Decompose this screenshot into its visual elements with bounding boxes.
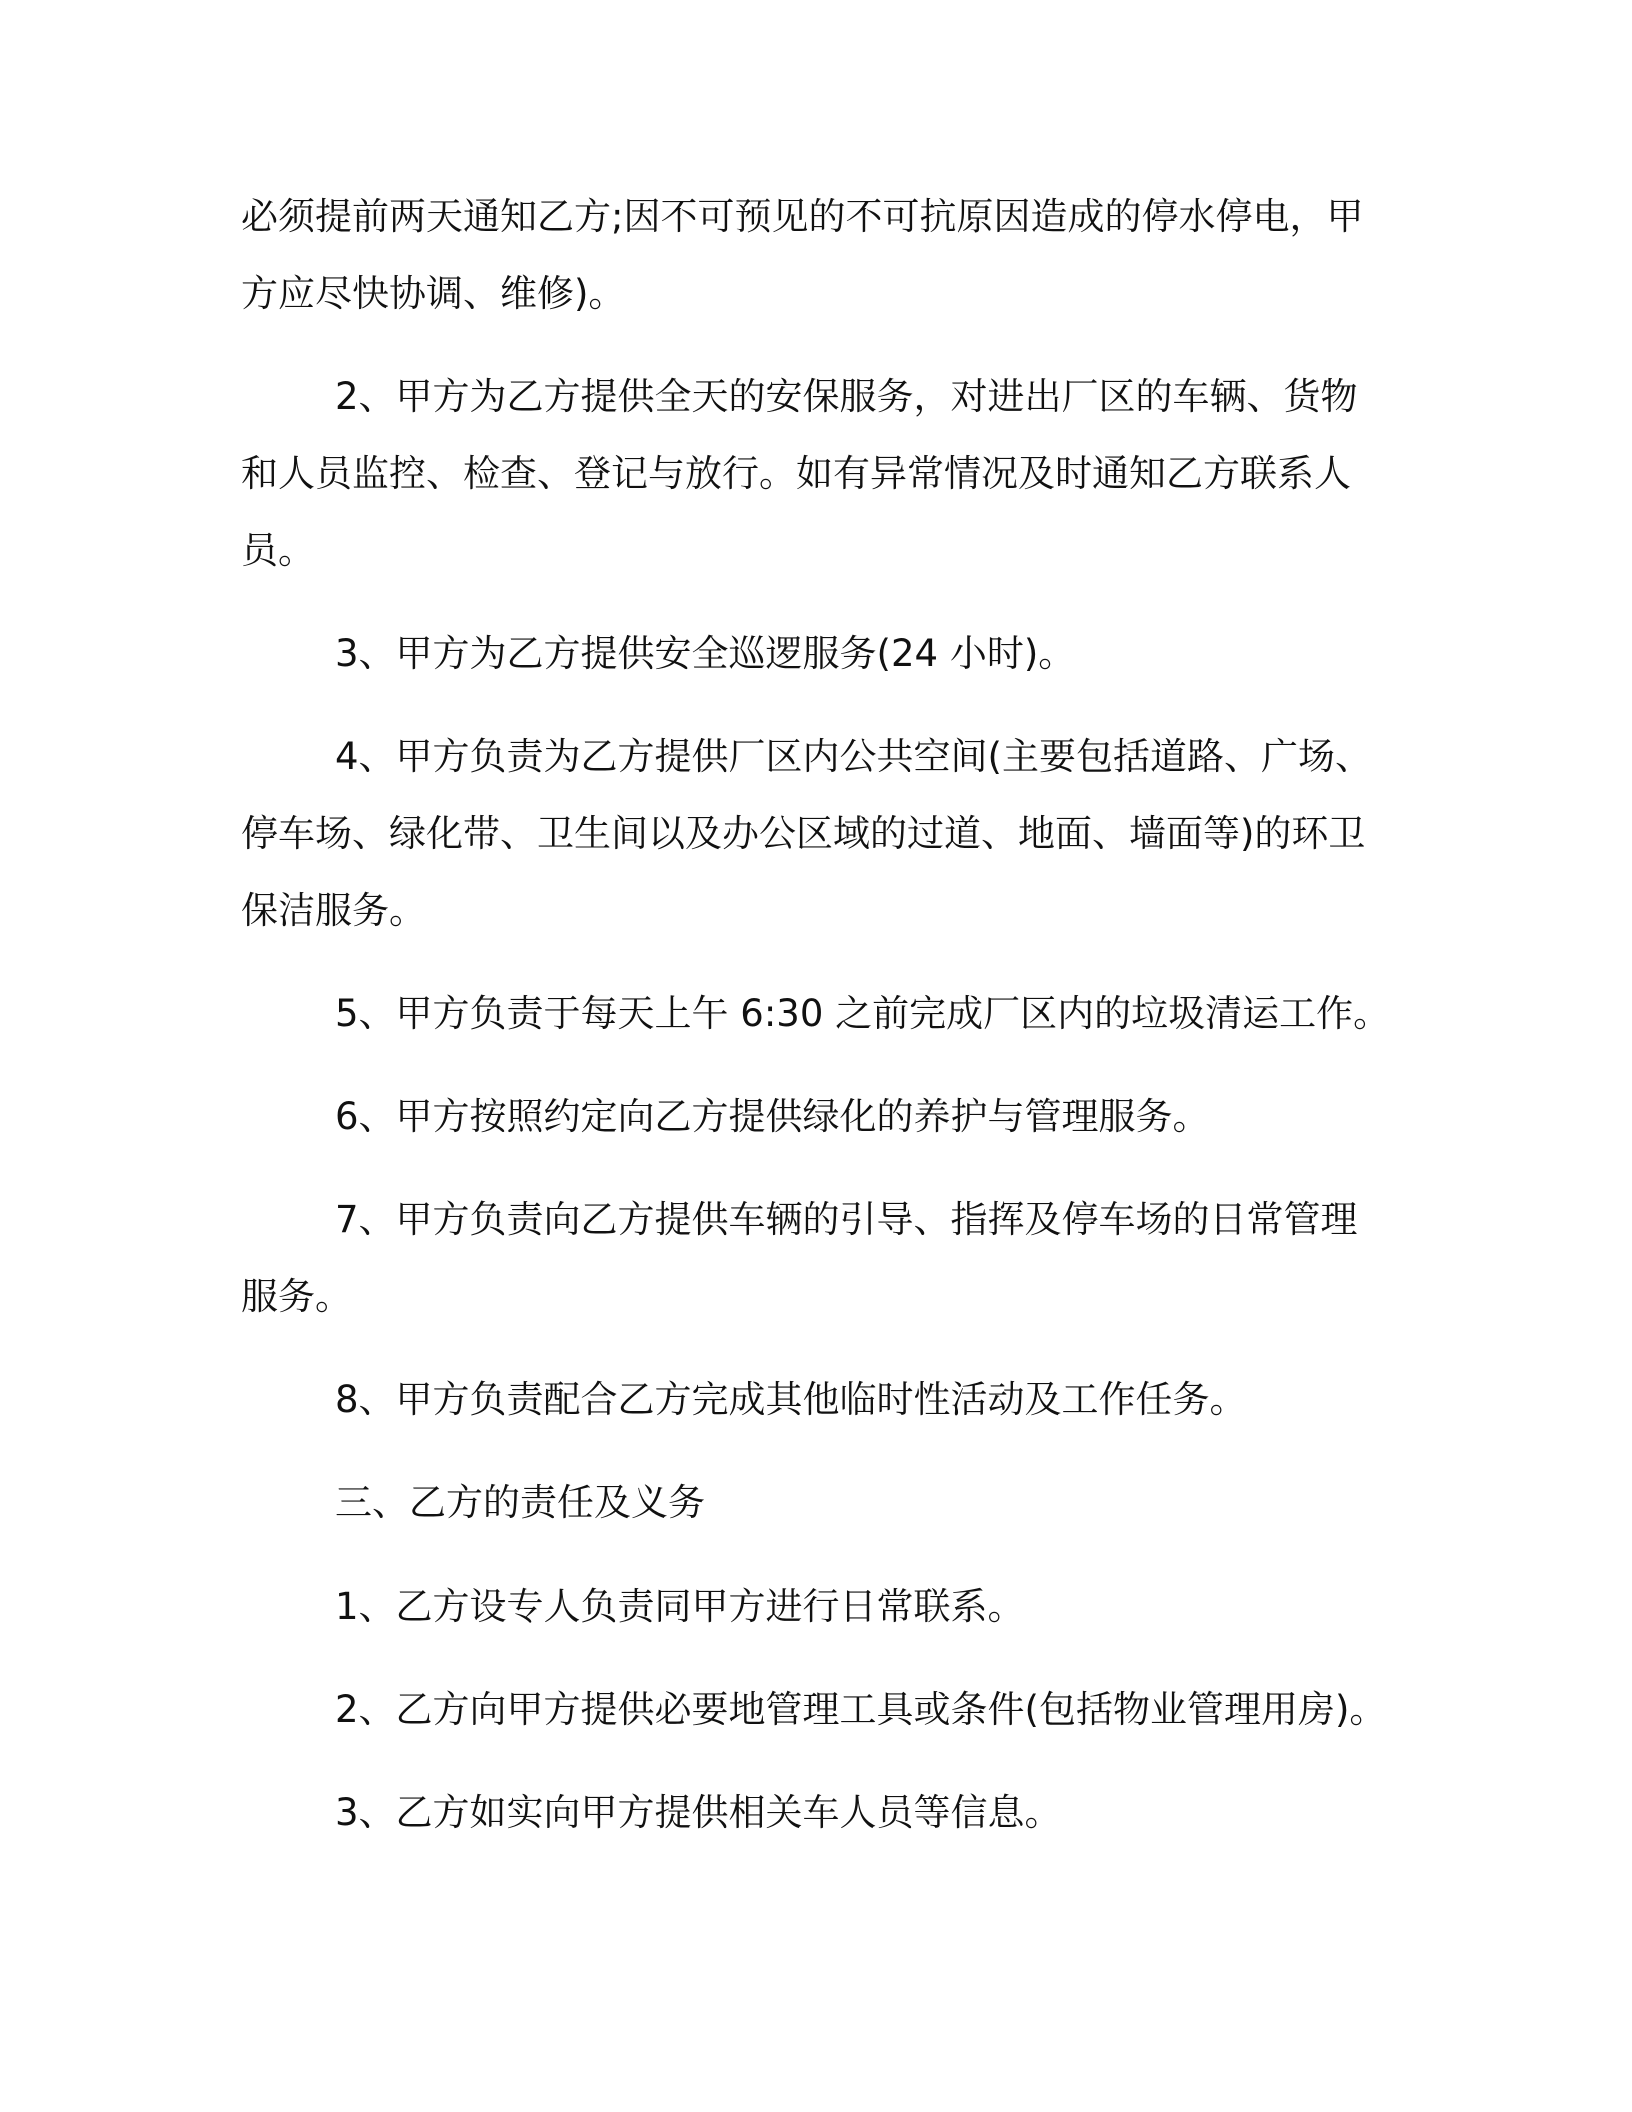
text-line: 方应尽快协调、维修)。 xyxy=(241,272,626,315)
text-line: 6、甲方按照约定向乙方提供绿化的养护与管理服务。 xyxy=(335,1095,1210,1138)
text-line: 4、甲方负责为乙方提供厂区内公共空间(主要包括道路、广场、 xyxy=(335,735,1372,778)
text-line: 5、甲方负责于每天上午 6:30 之前完成厂区内的垃圾清运工作。 xyxy=(335,992,1391,1035)
text-line: 2、乙方向甲方提供必要地管理工具或条件(包括物业管理用房)。 xyxy=(335,1688,1387,1731)
paragraph-item-2 xyxy=(241,358,1391,589)
text-line: 3、甲方为乙方提供安全巡逻服务(24 小时)。 xyxy=(335,632,1076,675)
paragraph-item-6 xyxy=(241,1078,1391,1155)
text-line: 3、乙方如实向甲方提供相关车人员等信息。 xyxy=(335,1791,1062,1834)
paragraph-item-5 xyxy=(241,975,1391,1052)
section-heading xyxy=(241,1464,1391,1541)
text-line: 和人员监控、检查、登记与放行。如有异常情况及时通知乙方联系人 xyxy=(241,452,1351,495)
paragraph-item-3 xyxy=(241,615,1391,692)
text-line: 2、甲方为乙方提供全天的安保服务，对进出厂区的车辆、货物 xyxy=(335,375,1358,418)
text-line: 保洁服务。 xyxy=(241,889,426,932)
paragraph-item-8 xyxy=(241,1361,1391,1438)
paragraph-item-4 xyxy=(241,718,1391,949)
text-line: 7、甲方负责向乙方提供车辆的引导、指挥及停车场的日常管理 xyxy=(335,1198,1358,1241)
text-line: 必须提前两天通知乙方;因不可预见的不可抗原因造成的停水停电，甲 xyxy=(241,195,1364,238)
paragraph-party-b-1 xyxy=(241,1568,1391,1645)
text-line: 员。 xyxy=(241,529,315,572)
text-line: 服务。 xyxy=(241,1275,352,1318)
paragraph-item-7 xyxy=(241,1181,1391,1335)
section-heading-text: 三、乙方的责任及义务 xyxy=(335,1481,705,1524)
paragraph-party-b-3 xyxy=(241,1774,1391,1851)
paragraph-continuation xyxy=(241,178,1391,332)
text-line: 停车场、绿化带、卫生间以及办公区域的过道、地面、墙面等)的环卫 xyxy=(241,812,1366,855)
paragraph-party-b-2 xyxy=(241,1671,1391,1748)
text-line: 8、甲方负责配合乙方完成其他临时性活动及工作任务。 xyxy=(335,1378,1247,1421)
text-line: 1、乙方设专人负责同甲方进行日常联系。 xyxy=(335,1585,1025,1628)
